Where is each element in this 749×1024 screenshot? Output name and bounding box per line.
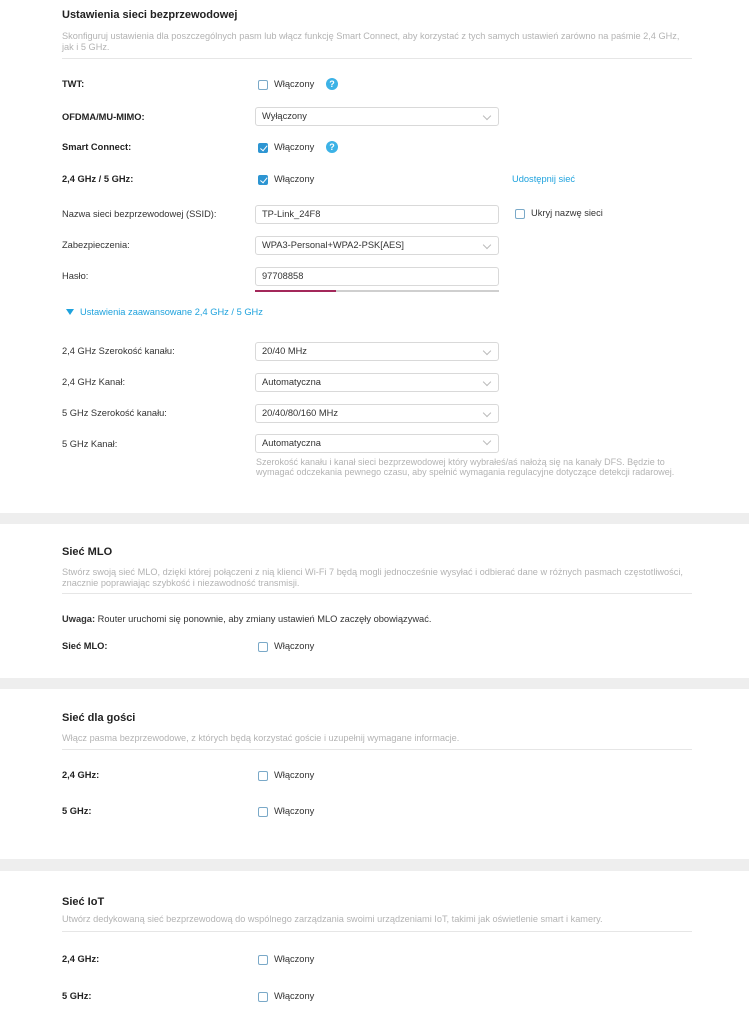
smart-connect-checkbox-label[interactable]: Włączony	[274, 142, 315, 152]
ch-width-24-label: 2,4 GHz Szerokość kanału:	[62, 346, 175, 356]
twt-help-icon[interactable]: ?	[326, 78, 338, 90]
twt-checkbox-label[interactable]: Włączony	[274, 79, 315, 89]
smart-connect-checkbox[interactable]	[258, 143, 268, 153]
wireless-title: Ustawienia sieci bezprzewodowej	[62, 9, 238, 21]
twt-checkbox[interactable]	[258, 80, 268, 90]
guest-description: Włącz pasma bezprzewodowe, z których będą korzystać goście i uzupełnij wymagane informacje.	[62, 733, 460, 743]
hide-ssid-checkbox[interactable]	[515, 209, 525, 219]
guest-title: Sieć dla gości	[62, 712, 136, 724]
smart-connect-help-icon[interactable]: ?	[326, 141, 338, 153]
mlo-description: Stwórz swoją sieć MLO, dzięki której połączeni z nią klienci Wi-Fi 7 będą mogli jednocześnie wysyłać i odbierać dane w różnych pasmach częstotliwości, znacznie poprawiając szybkość i niezawodność transmisji.	[62, 567, 683, 588]
divider	[62, 931, 692, 932]
smart-connect-label: Smart Connect:	[62, 142, 132, 152]
chevron-down-icon	[483, 241, 491, 249]
ch-width-24-value: 20/40 MHz	[262, 346, 307, 356]
chevron-down-icon	[483, 347, 491, 355]
dfs-note: Szerokość kanału i kanał sieci bezprzewodowej który wybrałeś/aś nałożą się na kanały DFS. Będzie to wymagać odczekania pewnego czasu, aby spełnić wymagania regulacyjne dotyczące detekcji radarowej.	[256, 457, 675, 477]
iot-5-label: 5 GHz:	[62, 991, 92, 1001]
channel-5-value: Automatyczna	[262, 438, 321, 448]
chevron-down-icon	[483, 437, 491, 445]
triangle-down-icon[interactable]	[66, 309, 74, 315]
password-label: Hasło:	[62, 271, 89, 281]
chevron-down-icon	[483, 409, 491, 417]
ssid-input[interactable]: TP-Link_24F8	[255, 205, 499, 224]
mlo-note-bold: Uwaga:	[62, 614, 96, 624]
mlo-note	[62, 614, 431, 624]
ch-width-5-value: 20/40/80/160 MHz	[262, 408, 338, 418]
guest-24-label: 2,4 GHz:	[62, 770, 100, 780]
ssid-label: Nazwa sieci bezprzewodowej (SSID):	[62, 209, 217, 219]
mlo-label: Sieć MLO:	[62, 641, 108, 651]
ofdma-select[interactable]	[255, 107, 499, 126]
mlo-checkbox-label[interactable]: Włączony	[274, 641, 315, 651]
band-checkbox[interactable]	[258, 175, 268, 185]
advanced-settings-toggle[interactable]: Ustawienia zaawansowane 2,4 GHz / 5 GHz	[80, 307, 263, 317]
security-select[interactable]	[255, 236, 499, 255]
divider	[62, 58, 692, 59]
password-input[interactable]: 97708858	[255, 267, 499, 286]
iot-5-checkbox[interactable]	[258, 992, 268, 1002]
guest-24-checkbox[interactable]	[258, 771, 268, 781]
chevron-down-icon	[483, 112, 491, 120]
ch-width-5-label: 5 GHz Szerokość kanału:	[62, 408, 167, 418]
mlo-note-text: Router uruchomi się ponownie, aby zmiany ustawień MLO zaczęły obowiązywać.	[95, 614, 432, 624]
guest-5-checkbox-label[interactable]: Włączony	[274, 806, 315, 816]
iot-title: Sieć IoT	[62, 896, 105, 908]
mlo-checkbox[interactable]	[258, 642, 268, 652]
chevron-down-icon	[483, 378, 491, 386]
hide-ssid-label[interactable]: Ukryj nazwę sieci	[531, 208, 603, 218]
band-label: 2,4 GHz / 5 GHz:	[62, 174, 134, 184]
ch-width-5-select[interactable]	[255, 404, 499, 423]
iot-24-checkbox[interactable]	[258, 955, 268, 965]
security-value: WPA3-Personal+WPA2-PSK[AES]	[262, 240, 404, 250]
password-strength-track	[255, 290, 499, 292]
mlo-title: Sieć MLO	[62, 546, 113, 558]
channel-24-label: 2,4 GHz Kanał:	[62, 377, 126, 387]
guest-5-checkbox[interactable]	[258, 807, 268, 817]
divider	[62, 749, 692, 750]
guest-card	[0, 689, 749, 859]
channel-5-label: 5 GHz Kanał:	[62, 439, 118, 449]
share-network-link[interactable]: Udostępnij sieć	[512, 174, 576, 184]
channel-5-select[interactable]	[255, 434, 499, 453]
channel-24-value: Automatyczna	[262, 377, 321, 387]
ofdma-label: OFDMA/MU-MIMO:	[62, 112, 145, 122]
security-label: Zabezpieczenia:	[62, 240, 130, 250]
password-strength-bar	[255, 290, 336, 292]
iot-24-checkbox-label[interactable]: Włączony	[274, 954, 315, 964]
iot-5-checkbox-label[interactable]: Włączony	[274, 991, 315, 1001]
divider	[62, 593, 692, 594]
iot-card	[0, 871, 749, 1024]
twt-label: TWT:	[62, 79, 85, 89]
ofdma-value: Wyłączony	[262, 111, 307, 121]
iot-24-label: 2,4 GHz:	[62, 954, 100, 964]
band-checkbox-label[interactable]: Włączony	[274, 174, 315, 184]
guest-24-checkbox-label[interactable]: Włączony	[274, 770, 315, 780]
ch-width-24-select[interactable]	[255, 342, 499, 361]
wireless-description: Skonfiguruj ustawienia dla poszczególnych pasm lub włącz funkcję Smart Connect, aby korzystać z tych samych ustawień zarówno na paśmie 2,4 GHz, jak i 5 GHz.	[62, 31, 680, 52]
guest-5-label: 5 GHz:	[62, 806, 92, 816]
channel-24-select[interactable]	[255, 373, 499, 392]
mlo-card	[0, 524, 749, 678]
iot-description: Utwórz dedykowaną sieć bezprzewodową do wspólnego zarządzania swoimi urządzeniami IoT, takimi jak oświetlenie smart i kamery.	[62, 914, 603, 924]
